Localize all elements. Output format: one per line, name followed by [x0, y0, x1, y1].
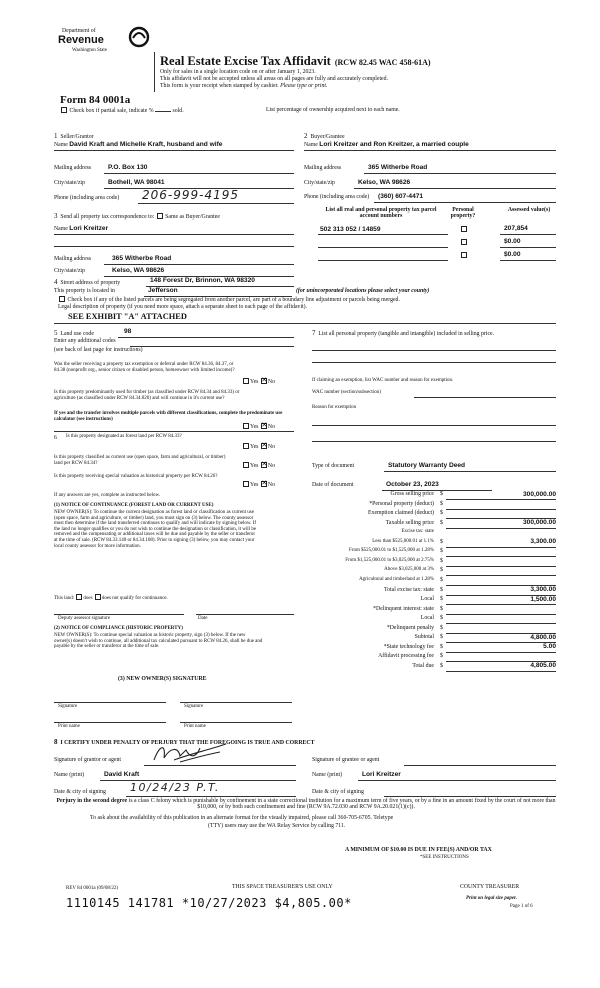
s6-any-yes: If any answers are yes, complete as instructed below.	[54, 493, 161, 498]
legal-description-label: Legal description of property (if you need more space, attach a separate sheet to each page of the affidavit).	[58, 304, 308, 310]
buyer-mailing[interactable]: 365 Witherbe Road	[368, 164, 428, 171]
s5-q2a: Is this property predominantly used for timber (as classified under RCW 84.34 and 84.33) or agriculture (as classified under RCW 84.34.020) and will continue in it's current use?	[54, 390, 240, 401]
dollar-sign: $	[440, 567, 443, 574]
dept-line3: Washington State	[72, 48, 108, 53]
header-note3	[160, 83, 327, 89]
seller-phone[interactable]: 206-999-4195	[142, 188, 240, 202]
dollar-sign: $	[440, 624, 443, 631]
treasurer-stamp: 1110145 141781 *10/27/2023 $4,805.00*	[66, 896, 352, 910]
personal-property-checkbox-3[interactable]	[461, 252, 467, 258]
perjury-statement: Perjury in the second degree is a class C felony which is punishable by confinement in a state correctional institution for a maximum term of five years, or by a fine in an amount fixed by the court of not more than $10,000, or by both such confinement and fine (RCW 9A.72.030 and RCW 9A.20.021(1)(c)).	[56, 798, 556, 811]
segregated-checkbox[interactable]	[59, 296, 65, 302]
grantor-date-label: Date & city of signing	[54, 789, 106, 795]
land-use-row: 5 Land use code	[54, 329, 94, 337]
correspondence-city-label: City/state/zip	[54, 268, 85, 274]
amount-underline	[446, 556, 556, 557]
tax-row-value[interactable]: 300,000.00	[522, 490, 556, 498]
partial-sale-row	[60, 107, 184, 114]
exemption-label: If claiming an exemption, list WAC number and reason for exemption.	[312, 378, 454, 383]
form-title	[160, 52, 431, 70]
tax-total-label: Subtotal	[414, 634, 434, 641]
property-county[interactable]: Jefferson	[148, 287, 178, 294]
tax-total-label: Total due	[412, 662, 434, 669]
dollar-sign: $	[440, 510, 443, 517]
percent-ownership-note: List percentage of ownership acquired next to each name.	[266, 107, 400, 113]
correspondence-row: 3 Send all property tax correspondence to: Same as Buyer/Grantee	[54, 212, 220, 220]
seller-city[interactable]: Bothell, WA 98041	[108, 179, 165, 186]
owner-print-label-1: Print name	[58, 724, 80, 729]
buyer-phone-label: Phone (including area code)	[304, 194, 370, 200]
partial-sold-label: sold.	[172, 108, 184, 114]
seller-heading: 1 Seller/Grantor	[54, 132, 94, 140]
tax-row-label: Taxable selling price	[385, 519, 434, 526]
s6-q3-no-checkbox[interactable]	[261, 481, 267, 487]
s5-q2-yes-checkbox[interactable]	[243, 423, 249, 429]
tax-bracket-value[interactable]: 3,300.00	[530, 538, 556, 546]
dor-logo-icon	[128, 26, 150, 48]
does-checkbox[interactable]	[76, 594, 82, 600]
buyer-name-row: Name Lori Kreitzer and Ron Kreitzer, a married couple	[304, 141, 469, 148]
tax-total-label: Local	[420, 596, 434, 603]
grantor-name-label: Name (print)	[54, 772, 85, 778]
notice1-body: NEW OWNER(S): To continue the current designation as forest land or classification as current use (open space, farm and agriculture, or timber) land, you must sign on (3) below. The county assessor must then determine if the land transferred continues to qualify and will indicate by signing below. If the land no longer qualifies or you do not wish to continue the designation or classification, it will be removed and the compensating or additional taxes will be due and payable by the seller or transferor at the time of sale. (RCW 84.33.140 or 84.34.108). Prior to signing (3) below, you may contact your local county assessor for more information.	[54, 510, 257, 549]
dollar-sign: $	[440, 615, 443, 622]
amount-underline	[446, 528, 556, 529]
amount-underline	[446, 642, 556, 643]
grantee-name-label: Name (print)	[312, 772, 343, 778]
amount-underline	[446, 575, 556, 576]
dollar-sign: $	[440, 634, 443, 641]
treasurer-use-label: THIS SPACE TREASURER'S USE ONLY	[232, 884, 333, 890]
partial-sale-label: Check box if partial sale, indicate %	[69, 108, 154, 114]
wac-label: WAC number (section/subsection)	[312, 390, 381, 395]
s6-q1-answer: Yes ✕ No	[242, 443, 275, 450]
tty-note: (TTY) users may use the WA Relay Service by calling 711.	[208, 823, 346, 829]
tax-total-value[interactable]: 4,800.00	[530, 633, 556, 641]
grantor-date-city[interactable]: 10/24/23 P.T.	[130, 781, 220, 794]
tax-bracket-label: From $525,000.01 to $1,525,000 at 1.28%	[349, 548, 434, 554]
amount-underline	[446, 547, 556, 548]
dollar-sign: $	[440, 643, 443, 650]
dor-logo	[58, 28, 156, 64]
assessed-col-header: Assessed value(s)	[507, 207, 551, 213]
excise-label-label: Excise tax: state	[401, 529, 434, 535]
header-divider	[154, 52, 155, 92]
dollar-sign: $	[440, 557, 443, 564]
this-land-row: This land: does does not qualify for continuance.	[54, 596, 168, 601]
s6-q1-yes-checkbox[interactable]	[243, 443, 249, 449]
s5-q2b: If yes and the transfer involves multiple parcels with different classifications, complete the predominate use calculator (see instructions)	[54, 411, 283, 422]
s5-q2-no-checkbox[interactable]	[261, 423, 267, 429]
s5-q1-yes-checkbox[interactable]	[243, 378, 249, 384]
dollar-sign: $	[440, 538, 443, 545]
s6-q3-yes-checkbox[interactable]	[243, 481, 249, 487]
amount-underline	[446, 499, 556, 500]
s6-q1-no-checkbox[interactable]	[261, 443, 267, 449]
notice1-title: (1) NOTICE OF CONTINUANCE (FOREST LAND OR CURRENT USE)	[54, 503, 214, 508]
seller-city-label: City/state/zip	[54, 180, 85, 186]
grantee-date-label: Date & city of signing	[312, 789, 364, 795]
amount-underline	[446, 614, 556, 615]
dollar-sign: $	[440, 548, 443, 555]
unincorporated-note: (for unincorporated locations please select your county)	[296, 288, 430, 294]
street-row: 4 Street address of property	[54, 278, 121, 286]
assessor-date-label: Date	[198, 616, 208, 621]
buyer-heading: 2 Buyer/Grantee	[304, 132, 345, 140]
located-label: This property is located in	[54, 288, 115, 294]
county-treasurer-label: COUNTY TREASURER	[460, 884, 520, 890]
doc-date-label: Date of document	[312, 482, 354, 488]
s6-q3: Is this property receiving special valuation as historical property per RCW 84.26?	[54, 474, 218, 479]
personal-property-checkbox-2[interactable]	[461, 239, 467, 245]
tax-row-label: *Personal property (deduct)	[369, 500, 434, 507]
assessed-value-2[interactable]: $0.00	[504, 238, 521, 245]
s7-heading: 7 List all personal property (tangible and intangible) included in selling price.	[312, 329, 495, 337]
dollar-sign: $	[440, 653, 443, 660]
personal-col-header: Personal property?	[450, 207, 476, 220]
amount-underline	[446, 623, 556, 624]
parcel-col-header: List all real and personal property tax parcel account numbers	[325, 207, 437, 220]
document-type[interactable]: Statutory Warranty Deed	[388, 462, 466, 469]
correspondence-mailing[interactable]: 365 Witherbe Road	[112, 255, 172, 262]
s6-q3-answer: Yes ✕ No	[242, 481, 275, 488]
grantee-name[interactable]: Lori Kreitzer	[362, 771, 401, 778]
tax-total-label: Local	[420, 615, 434, 622]
s6-q2: Is this property classified as current use (open space, farm and agricultural, or timber) land per RCW 84.34?	[54, 455, 226, 466]
dept-line2: Revenue	[58, 34, 104, 46]
amount-underline	[446, 566, 556, 567]
amount-underline	[446, 604, 556, 605]
s5-q1-answer: Yes ✕ No	[242, 378, 275, 385]
seller-phone-label: Phone (including area code)	[54, 195, 120, 201]
owner-signature-label-2: Signature	[184, 704, 204, 709]
new-owner-sig-title: (3) NEW OWNER(S) SIGNATURE	[118, 676, 207, 682]
notice2-body: NEW OWNER(S): To continue special valuation as historic property, sign (3) below. If the new owner(s) doesn't wish to continue, all additional tax calculated pursuant to RCW 84.26, shall be due and payable by the seller or transferor at the time of sale.	[54, 633, 263, 650]
same-as-buyer-checkbox[interactable]	[157, 213, 163, 219]
tax-total-label: *Delinquent penalty	[386, 624, 434, 631]
tax-bracket-label: Above $3,025,000 at 3%	[384, 567, 434, 573]
partial-sale-checkbox[interactable]	[61, 107, 67, 113]
certify-row: 8 I CERTIFY UNDER PENALTY OF PERJURY THAT THE FOREGOING IS TRUE AND CORRECT	[54, 738, 315, 746]
dollar-sign: $	[440, 662, 443, 669]
doc-type-label: Type of document	[312, 463, 355, 469]
assessed-value-3[interactable]: $0.00	[504, 251, 521, 258]
amount-underline	[446, 509, 556, 510]
grantee-signature-label: Signature of grantee or agent	[312, 757, 380, 763]
document-date[interactable]: October 23, 2023	[386, 481, 439, 488]
s5-q1-no-checkbox[interactable]	[261, 378, 267, 384]
buyer-phone[interactable]: (360) 607-4471	[378, 193, 424, 200]
amount-underline	[446, 652, 556, 653]
form-revision: REV 84 0001a (09/08/22)	[66, 886, 118, 891]
grantor-name[interactable]: David Kraft	[104, 771, 140, 778]
see-instructions-note: *SEE INSTRUCTIONS	[420, 855, 469, 860]
tax-total-label: *Delinquent interest: state	[373, 605, 434, 612]
dollar-sign: $	[440, 596, 443, 603]
tax-bracket-label: Agricultural and timberland at 1.28%	[359, 576, 434, 582]
s6-q2-no-checkbox[interactable]	[261, 462, 267, 468]
legal-paper-note: Print on legal size paper.	[466, 896, 517, 901]
tax-total-value[interactable]: 3,300.00	[530, 586, 556, 593]
form-number: Form 84 0001a	[60, 94, 131, 106]
grantor-signature-label: Signature of grantor or agent	[54, 757, 121, 763]
grantor-signature[interactable]	[150, 740, 230, 766]
s5-q1: Was the seller receiving a property tax exemption or deferral under RCW 84.36, 84.37, or 84.38 (nonprofit org., senior citizen or disabled person, homeowner with limited income)?	[54, 362, 235, 373]
dept-line1: Department of	[62, 28, 96, 34]
see-back-label: (see back of last page for instructions)	[54, 347, 143, 353]
header-note2: This affidavit will not be accepted unless all areas on all pages are fully and accurately completed.	[160, 76, 388, 82]
seller-name[interactable]: David Kraft and Michelle Kraft, husband and wife	[69, 141, 223, 148]
tax-total-value[interactable]: 5.00	[543, 643, 556, 651]
tax-row-value[interactable]: 300,000.00	[522, 519, 556, 527]
s6-q1: Is this property designated as forest land per RCW 84.33?	[66, 434, 182, 439]
reason-label: Reason for exemption	[312, 405, 357, 410]
buyer-city[interactable]: Kelso, WA 98626	[358, 179, 411, 186]
seller-mailing[interactable]: P.O. Box 130	[108, 164, 148, 171]
seller-name-row: Name David Kraft and Michelle Kraft, husband and wife	[54, 141, 223, 148]
tax-total-value[interactable]: 4,805.00	[530, 662, 556, 670]
owner-signature-label-1: Signature	[58, 704, 78, 709]
land-use-code[interactable]: 98	[124, 328, 132, 335]
tax-total-value[interactable]: 1,500.00	[530, 595, 556, 603]
correspondence-name[interactable]: Lori Kreitzer	[69, 225, 109, 232]
header-note1: Only for sales in a single location code on or after January 1, 2023.	[160, 69, 316, 75]
dollar-sign: $	[440, 576, 443, 583]
additional-codes-label: Enter any additional codes	[54, 338, 116, 344]
s6-num: 6	[54, 435, 57, 441]
dollar-sign: $	[440, 586, 443, 593]
correspondence-city[interactable]: Kelso, WA 98626	[112, 267, 165, 274]
title-ref: (RCW 82.45 WAC 458-61A)	[334, 58, 431, 67]
assessor-signature-label: Deputy assessor signature	[58, 616, 110, 621]
dollar-sign: $	[440, 491, 443, 497]
buyer-name[interactable]: Lori Kreitzer and Ron Kreitzer, a married couple	[319, 141, 469, 148]
segregated-row: Check box if any of the listed parcels are being segregated from another parcel, are part of a boundary line adjustment or parcels being merged.	[58, 296, 400, 303]
parcel-number-1[interactable]: 502 313 052 / 14859	[320, 226, 381, 233]
tax-row-label: Gross selling price	[390, 491, 434, 497]
owner-print-label-2: Print name	[184, 724, 206, 729]
property-street[interactable]: 148 Forest Dr, Brinnon, WA 98320	[150, 277, 255, 284]
note3-italic: Please type or print.	[280, 83, 328, 89]
s6-q2-answer: Yes ✕ No	[242, 462, 275, 469]
s5-q2-answer: Yes ✕ No	[242, 423, 275, 430]
tax-bracket-label: Less than $525,000.01 at 1.1%	[372, 538, 434, 544]
tax-row-label: Exemption claimed (deduct)	[368, 510, 434, 517]
buyer-city-label: City/state/zip	[304, 180, 335, 186]
note3-text: This form is your receipt when stamped by cashier.	[160, 83, 279, 89]
seller-mailing-label: Mailing address	[54, 165, 92, 171]
personal-property-checkbox-1[interactable]	[461, 226, 467, 232]
buyer-mailing-label: Mailing address	[304, 165, 342, 171]
dollar-sign: $	[440, 519, 443, 526]
correspondence-name-row: Name Lori Kreitzer	[54, 225, 109, 232]
assessed-value-1[interactable]: 207,854	[504, 225, 528, 232]
tax-total-label: Affidavit processing fee	[378, 653, 434, 660]
title-text: Real Estate Excise Tax Affidavit	[160, 54, 331, 68]
minimum-due-note: A MINIMUM OF $10.00 IS DUE IN FEE(S) AND/OR TAX	[345, 847, 492, 853]
page-number: Page 1 of 6	[510, 904, 533, 909]
notice2-title: (2) NOTICE OF COMPLIANCE (HISTORIC PROPERTY)	[54, 626, 183, 631]
amount-underline	[446, 671, 556, 672]
tax-bracket-label: From $1,525,000.01 to $3,025,000 at 2.75%	[345, 557, 434, 563]
does-not-checkbox[interactable]	[95, 594, 101, 600]
legal-description[interactable]: SEE EXHIBIT "A" ATTACHED	[68, 312, 187, 321]
correspondence-mailing-label: Mailing address	[54, 256, 92, 262]
alternate-format-note: To ask about the availability of this publication in an alternate format for the visually impaired, please call 360-705-6705. Teletype	[90, 815, 394, 821]
tax-total-label: Total excise tax: state	[384, 586, 434, 593]
dollar-sign: $	[440, 605, 443, 612]
tax-total-label: *State technology fee	[383, 643, 434, 650]
dollar-sign: $	[440, 500, 443, 507]
s6-q2-yes-checkbox[interactable]	[243, 462, 249, 468]
